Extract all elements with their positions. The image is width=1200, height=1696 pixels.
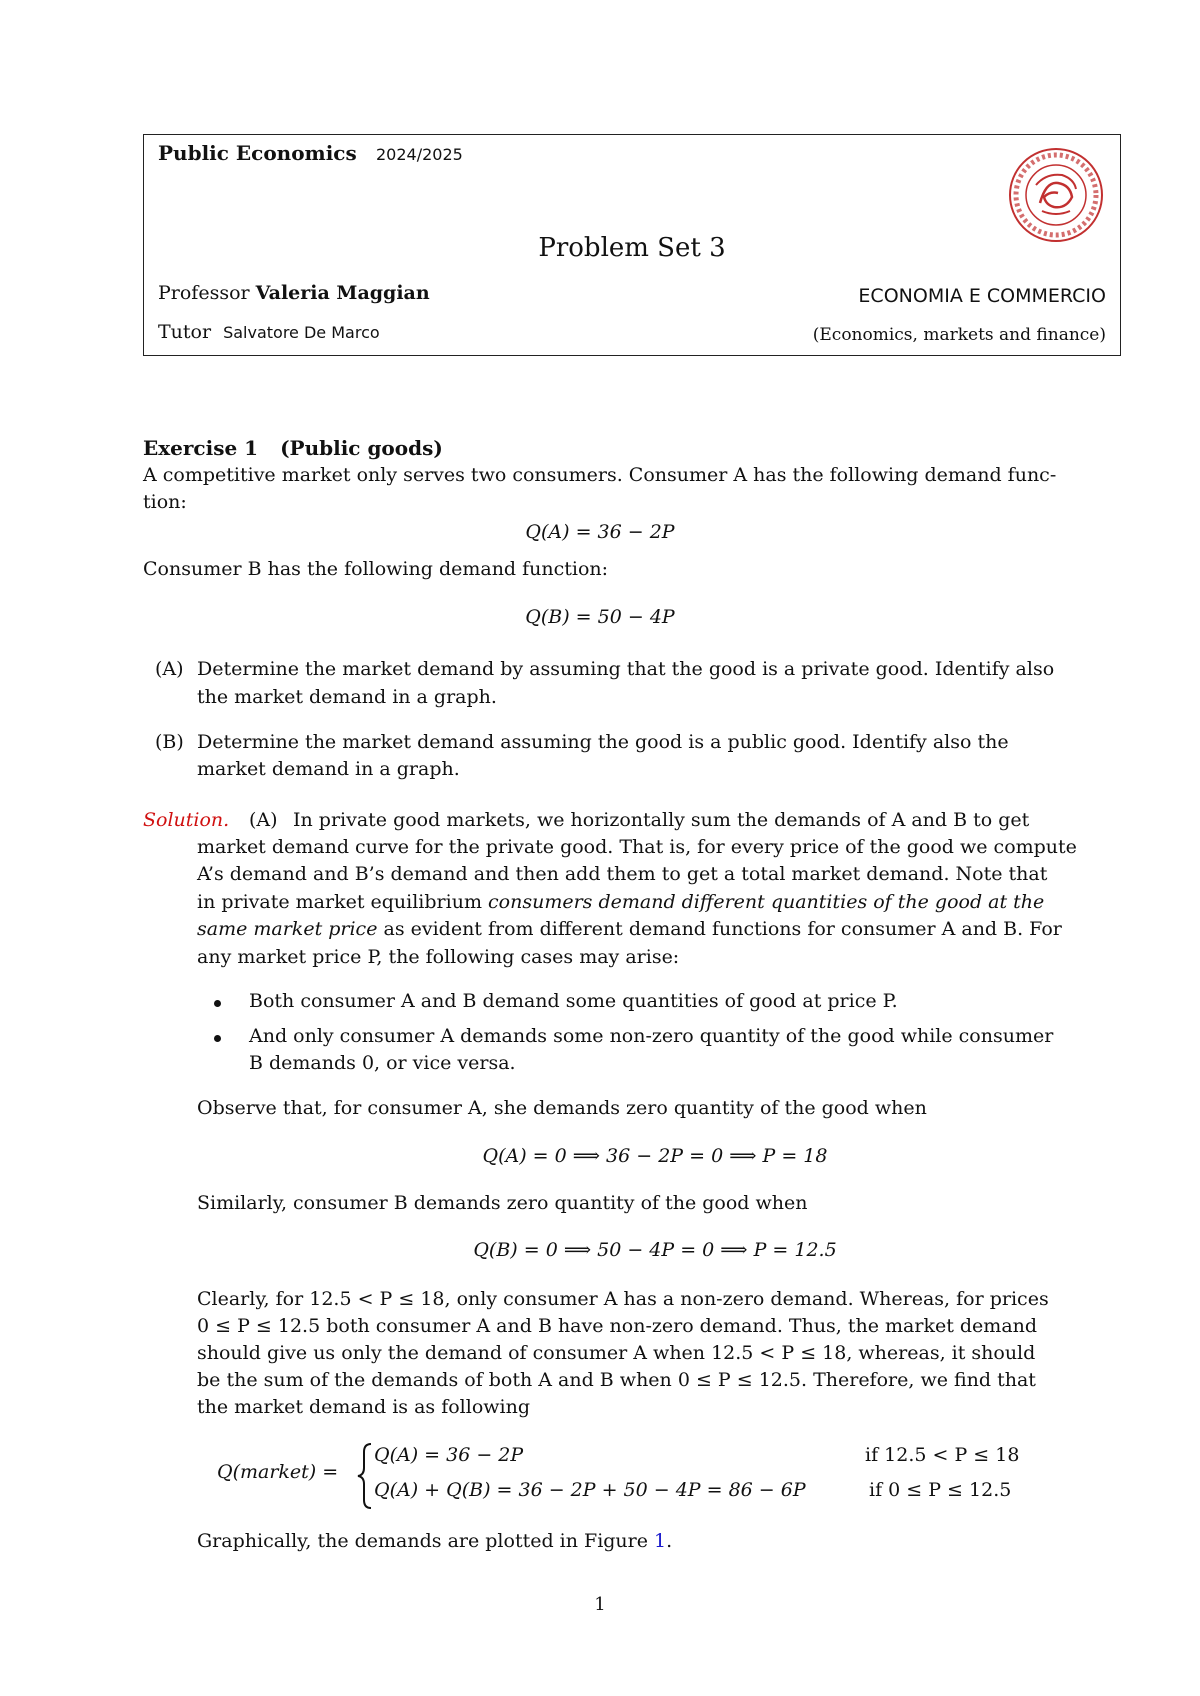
equation-demand-b: Q(B) = 50 − 4P <box>525 606 675 628</box>
similarly-text: Similarly, consumer B demands zero quantity of the good when <box>197 1192 808 1214</box>
item-a-label: (A) <box>155 658 184 680</box>
bullet-dot-icon <box>214 1035 221 1042</box>
solution-p1-line-6: any market price P, the following cases may arise: <box>197 946 680 968</box>
bullet-1: Both consumer A and B demand some quantities of good at price P. <box>249 990 898 1012</box>
equation-demand-a: Q(A) = 36 − 2P <box>525 521 675 543</box>
solution-label: Solution. <box>143 809 230 831</box>
case-2-expression: Q(A) + Q(B) = 36 − 2P + 50 − 4P = 86 − 6P <box>374 1479 806 1501</box>
solution-p1-line-4a: in private market equilibrium <box>197 891 489 913</box>
solution-p2-line-5: the market demand is as following <box>197 1396 530 1418</box>
case-1-expression: Q(A) = 36 − 2P <box>374 1444 524 1466</box>
consumer-b-intro: Consumer B has the following demand function: <box>143 558 609 580</box>
solution-p1-line-5b: as evident from different demand functions for consumer A and B. For <box>377 918 1062 940</box>
solution-p2-line-4: be the sum of the demands of both A and B when 0 ≤ P ≤ 12.5. Therefore, we find that <box>197 1369 1036 1391</box>
solution-p1-emphasis-2: same market price <box>197 918 378 940</box>
university-seal-icon <box>1006 145 1106 245</box>
solution-p2-line-2: 0 ≤ P ≤ 12.5 both consumer A and B have non-zero demand. Thus, the market demand <box>197 1315 1038 1337</box>
solution-p1-line-2: market demand curve for the private good. That is, for every price of the good we compute <box>197 836 1077 858</box>
equation-zero-a: Q(A) = 0 ⟹ 36 − 2P = 0 ⟹ P = 18 <box>482 1145 828 1167</box>
solution-part-a-label: (A) <box>249 809 278 831</box>
item-b-label: (B) <box>155 731 184 753</box>
item-b-line-1: Determine the market demand assuming the good is a public good. Identify also the <box>197 731 1009 753</box>
item-a-line-2: the market demand in a graph. <box>197 686 497 708</box>
solution-p1-line-3: A’s demand and B’s demand and then add them to get a total market demand. Note that <box>197 863 1048 885</box>
graph-end: . <box>666 1530 673 1552</box>
figure-link[interactable]: 1 <box>654 1530 667 1552</box>
exercise-heading <box>143 436 443 460</box>
case-2-condition: if 0 ≤ P ≤ 12.5 <box>869 1479 1012 1501</box>
solution-p1-line-5 <box>197 918 1062 940</box>
professor-line <box>158 282 430 304</box>
professor-label: Professor <box>158 282 250 304</box>
left-brace-icon <box>356 1442 374 1510</box>
piecewise-lhs: Q(market) = <box>217 1461 339 1483</box>
header-box <box>143 134 1121 356</box>
bullet-dot-icon <box>214 1000 221 1007</box>
solution-p2-line-1: Clearly, for 12.5 < P ≤ 18, only consumer A has a non-zero demand. Whereas, for prices <box>197 1288 1049 1310</box>
observe-text: Observe that, for consumer A, she demands zero quantity of the good when <box>197 1097 927 1119</box>
solution-p1-line-1: In private good markets, we horizontally sum the demands of A and B to get <box>293 809 1030 831</box>
item-a-line-1: Determine the market demand by assuming that the good is a private good. Identify also <box>197 658 1055 680</box>
exercise-topic: (Public goods) <box>280 436 443 460</box>
bullet-2-line-1: And only consumer A demands some non-zero quantity of the good while consumer <box>249 1025 1054 1047</box>
solution-p1-emphasis-1: consumers demand different quantities of the good at the <box>488 891 1045 913</box>
solution-p1-line-4 <box>197 891 1044 913</box>
tutor-line <box>158 321 380 343</box>
tutor-label: Tutor <box>158 321 212 343</box>
academic-year: 2024/2025 <box>376 145 463 164</box>
professor-name: Valeria Maggian <box>255 282 430 304</box>
page-number: 1 <box>594 1594 606 1615</box>
case-1-condition: if 12.5 < P ≤ 18 <box>865 1444 1020 1466</box>
program-subtitle: (Economics, markets and finance) <box>812 325 1106 345</box>
problem-set-title: Problem Set 3 <box>538 233 726 263</box>
bullet-2-line-2: B demands 0, or vice versa. <box>249 1052 516 1074</box>
solution-p2-line-3: should give us only the demand of consumer A when 12.5 < P ≤ 18, whereas, it should <box>197 1342 1036 1364</box>
graph-sentence <box>197 1530 672 1552</box>
program-name: ECONOMIA E COMMERCIO <box>858 285 1106 307</box>
equation-zero-b: Q(B) = 0 ⟹ 50 − 4P = 0 ⟹ P = 12.5 <box>473 1239 837 1261</box>
intro-line-2: tion: <box>143 491 187 513</box>
tutor-name: Salvatore De Marco <box>223 323 380 342</box>
graph-text: Graphically, the demands are plotted in Figure <box>197 1530 655 1552</box>
intro-line-1: A competitive market only serves two consumers. Consumer A has the following demand func- <box>143 464 1057 486</box>
item-b-line-2: market demand in a graph. <box>197 758 460 780</box>
course-title: Public Economics <box>158 141 357 165</box>
exercise-number: Exercise 1 <box>143 436 259 460</box>
